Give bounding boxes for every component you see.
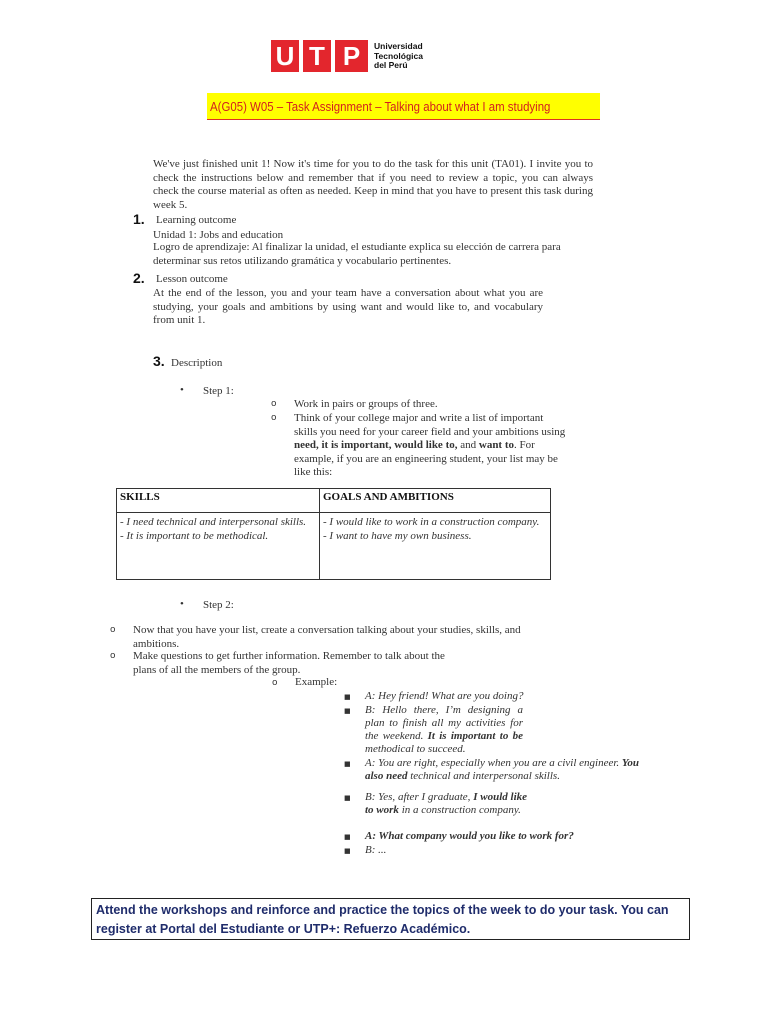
goals-header: GOALS AND AMBITIONS (320, 489, 551, 513)
unit-line: Unidad 1: Jobs and education (153, 229, 284, 241)
skills-cell (117, 513, 320, 580)
logo-letter-t: T (303, 40, 331, 72)
square-bullet-icon: ■ (344, 847, 351, 855)
step-1-item-a: Work in pairs or groups of three. (294, 398, 438, 410)
step-2-item-c: Example: (295, 676, 338, 688)
circle-bullet-icon: o (271, 399, 277, 409)
logo-letter-p: P (335, 40, 368, 72)
section-2-heading: Lesson outcome (156, 273, 228, 285)
skill-item: - I need technical and interpersonal skills. (120, 516, 307, 528)
skills-goals-table (116, 488, 551, 580)
square-bullet-icon: ■ (344, 693, 351, 701)
section-1-heading: Learning outcome (156, 214, 237, 226)
square-bullet-icon: ■ (344, 760, 351, 768)
step-2-label: Step 2: (203, 599, 234, 611)
document-title-highlight (207, 93, 600, 120)
skill-item: - It is important to be methodical. (120, 530, 269, 542)
university-name: Universidad Tecnológica del Perú (374, 41, 423, 70)
section-2-number: 2. (133, 270, 145, 286)
logo-letter-u: U (271, 40, 299, 72)
skills-header: SKILLS (117, 489, 320, 513)
section-3-heading: Description (171, 357, 223, 369)
square-bullet-icon: ■ (344, 833, 351, 841)
logro-paragraph: Logro de aprendizaje: Al finalizar la unidad, el estudiante explica su elección de carrera para determinar sus retos utilizando gramática y vocabulario pertinentes. (153, 241, 561, 267)
circle-bullet-icon: o (110, 625, 116, 635)
step-1-item-b: Think of your college major and write a list of important skills you need for your career field and your ambitions using need, it is important, would like to, and want to. For example, if you are an engineering student, your list may be like this: (294, 412, 566, 478)
bullet-icon: • (180, 598, 184, 610)
dialogue-line-3: A: You are right, especially when you are a civil engineer. You also need technical and interpersonal skills. (365, 757, 640, 782)
dialogue-line-1: A: Hey friend! What are you doing? (365, 690, 524, 702)
section-3-number: 3. (153, 353, 165, 369)
dialogue-line-2: B: Hello there, I’m designing a plan to finish all my activities for the weekend. It is important to be methodical to succeed. (365, 704, 523, 755)
dialogue-line-6: B: ... (365, 844, 387, 856)
intro-paragraph: We've just finished unit 1! Now it's time for you to do the task for this unit (TA01). I invite you to check the instructions below and remember that if you need to review a topic, you can always check the course material as often as needed. Keep in mind that you have to present this task during week 5. (153, 158, 593, 211)
dialogue-line-4: B: Yes, after I graduate, I would like to work in a construction company. (365, 791, 528, 816)
square-bullet-icon: ■ (344, 794, 351, 802)
circle-bullet-icon: o (110, 651, 116, 661)
square-bullet-icon: ■ (344, 707, 351, 715)
document-title: A(G05) W05 – Task Assignment – Talking about what I am studying (210, 98, 551, 114)
step-2-item-a: Now that you have your list, create a conversation talking about your studies, skills, and ambitions. (133, 624, 521, 650)
goal-item: - I want to have my own business. (323, 530, 472, 542)
goals-cell (320, 513, 551, 580)
bullet-icon: • (180, 384, 184, 396)
circle-bullet-icon: o (271, 413, 277, 423)
step-1-label: Step 1: (203, 385, 234, 397)
section-1-number: 1. (133, 211, 145, 227)
workshop-callout: Attend the workshops and reinforce and practice the topics of the week to do your task. You can register at Portal del Estudiante or UTP+: Refuerzo Académico. (91, 898, 690, 940)
step-2-item-b: Make questions to get further information. Remember to talk about the plans of all the members of the group. (133, 650, 445, 676)
goal-item: - I would like to work in a construction company. (323, 516, 540, 528)
circle-bullet-icon: o (272, 678, 278, 688)
lesson-paragraph: At the end of the lesson, you and your team have a conversation about what you are studying, your goals and ambitions by using want and would like to, and vocabulary from unit 1. (153, 287, 543, 326)
dialogue-line-5: A: What company would you like to work for? (365, 830, 574, 842)
